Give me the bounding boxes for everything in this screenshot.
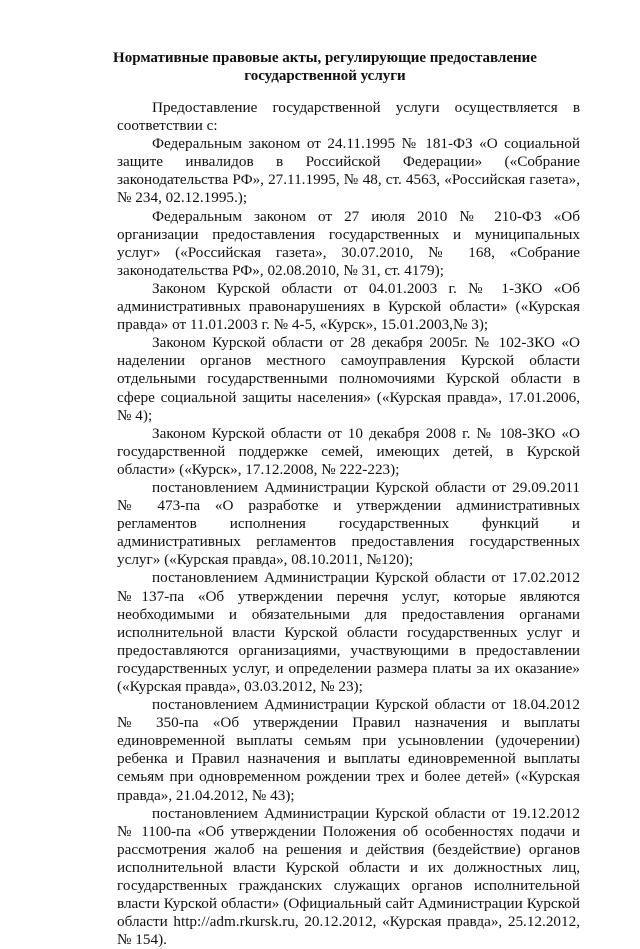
list-item-kursk-law-1: Законом Курской области от 04.01.2003 г. № 1-ЗКО «Об административных правонарушениях в Курской области» («Курская правда» от 11.01.2003 г. № 4-5, «Курск», 15.01.2003,№ 3); [117,279,580,334]
document-title [100,49,550,85]
list-item-resolution-1100: постановлением Администрации Курской области от 19.12.2012 № 1100-па «Об утверждении Положения об особенностях подачи и рассмотрения жалоб на решения и действия (бездействие) органов исполнительной власти Курской области и их должностных лиц, государственных гражданских служащих органов исполнительной власти Курской области» (Официальный сайт Администрации Курской области http://adm.rkursk.ru, 20.12.2012, «Курская правда», 25.12.2012, № 154). [117,804,580,949]
intro-paragraph: Предоставление государственной услуги осуществляется в соответствии с: [117,99,580,135]
title-line-1: Нормативные правовые акты, регулирующие предоставление [113,50,537,66]
list-item-resolution-137: постановлением Администрации Курской области от 17.02.2012 №137-па «Об утверждении перечня услуг, которые являются необходимыми и обязательными для предоставления органами исполнительной власти Курской области государственных услуг и предоставляются организациями, участвующими в предоставлении государственных услуг, и определении размера платы за их оказание» («Курская правда», 03.03.2012, № 23); [117,569,580,695]
document-body [117,99,580,949]
list-item-resolution-473: постановлением Администрации Курской области от 29.09.2011 № 473-па «О разработке и утверждении административных регламентов исполнения государственных функций и административных регламентов предоставления государственных услуг» («Курская правда», 08.10.2011, №120); [117,478,580,569]
list-item-kursk-law-102: Законом Курской области от 28 декабря 2005г. № 102-ЗКО «О наделении органов местного самоуправления Курской области отдельными государственными полномочиями Курской области в сфере социальной защиты населения» («Курская правда», 17.01.2006, № 4); [117,334,580,424]
title-line-2: государственной услуги [244,68,406,84]
list-item-federal-law-210: Федеральным законом от 27 июля 2010 № 210-ФЗ «Об организации предоставления государственных и муниципальных услуг» («Российская газета», 30.07.2010, № 168, «Собрание законодательства РФ», 02.08.2010, № 31, ст. 4179); [117,207,580,279]
list-item-resolution-350: постановлением Администрации Курской области от 18.04.2012 № 350-па «Об утверждении Правил назначения и выплаты единовременной выплаты семьям при усыновлении (удочерении) ребенка и Правил назначения и выплаты единовременной выплаты семьям при одновременном рождении трех и более детей» («Курская правда», 21.04.2012, № 43); [117,696,580,804]
list-item-kursk-law-108: Законом Курской области от 10 декабря 2008 г. № 108-ЗКО «О государственной поддержке семей, имеющих детей, в Курской области» («Курск», 17.12.2008, № 222-223); [117,424,580,478]
list-item-federal-law-181: Федеральным законом от 24.11.1995 № 181-ФЗ «О социальной защите инвалидов в Российской Федерации» («Собрание законодательства РФ», 27.11.1995, № 48, ст. 4563, «Российская газета», № 234, 02.12.1995.); [117,135,580,207]
